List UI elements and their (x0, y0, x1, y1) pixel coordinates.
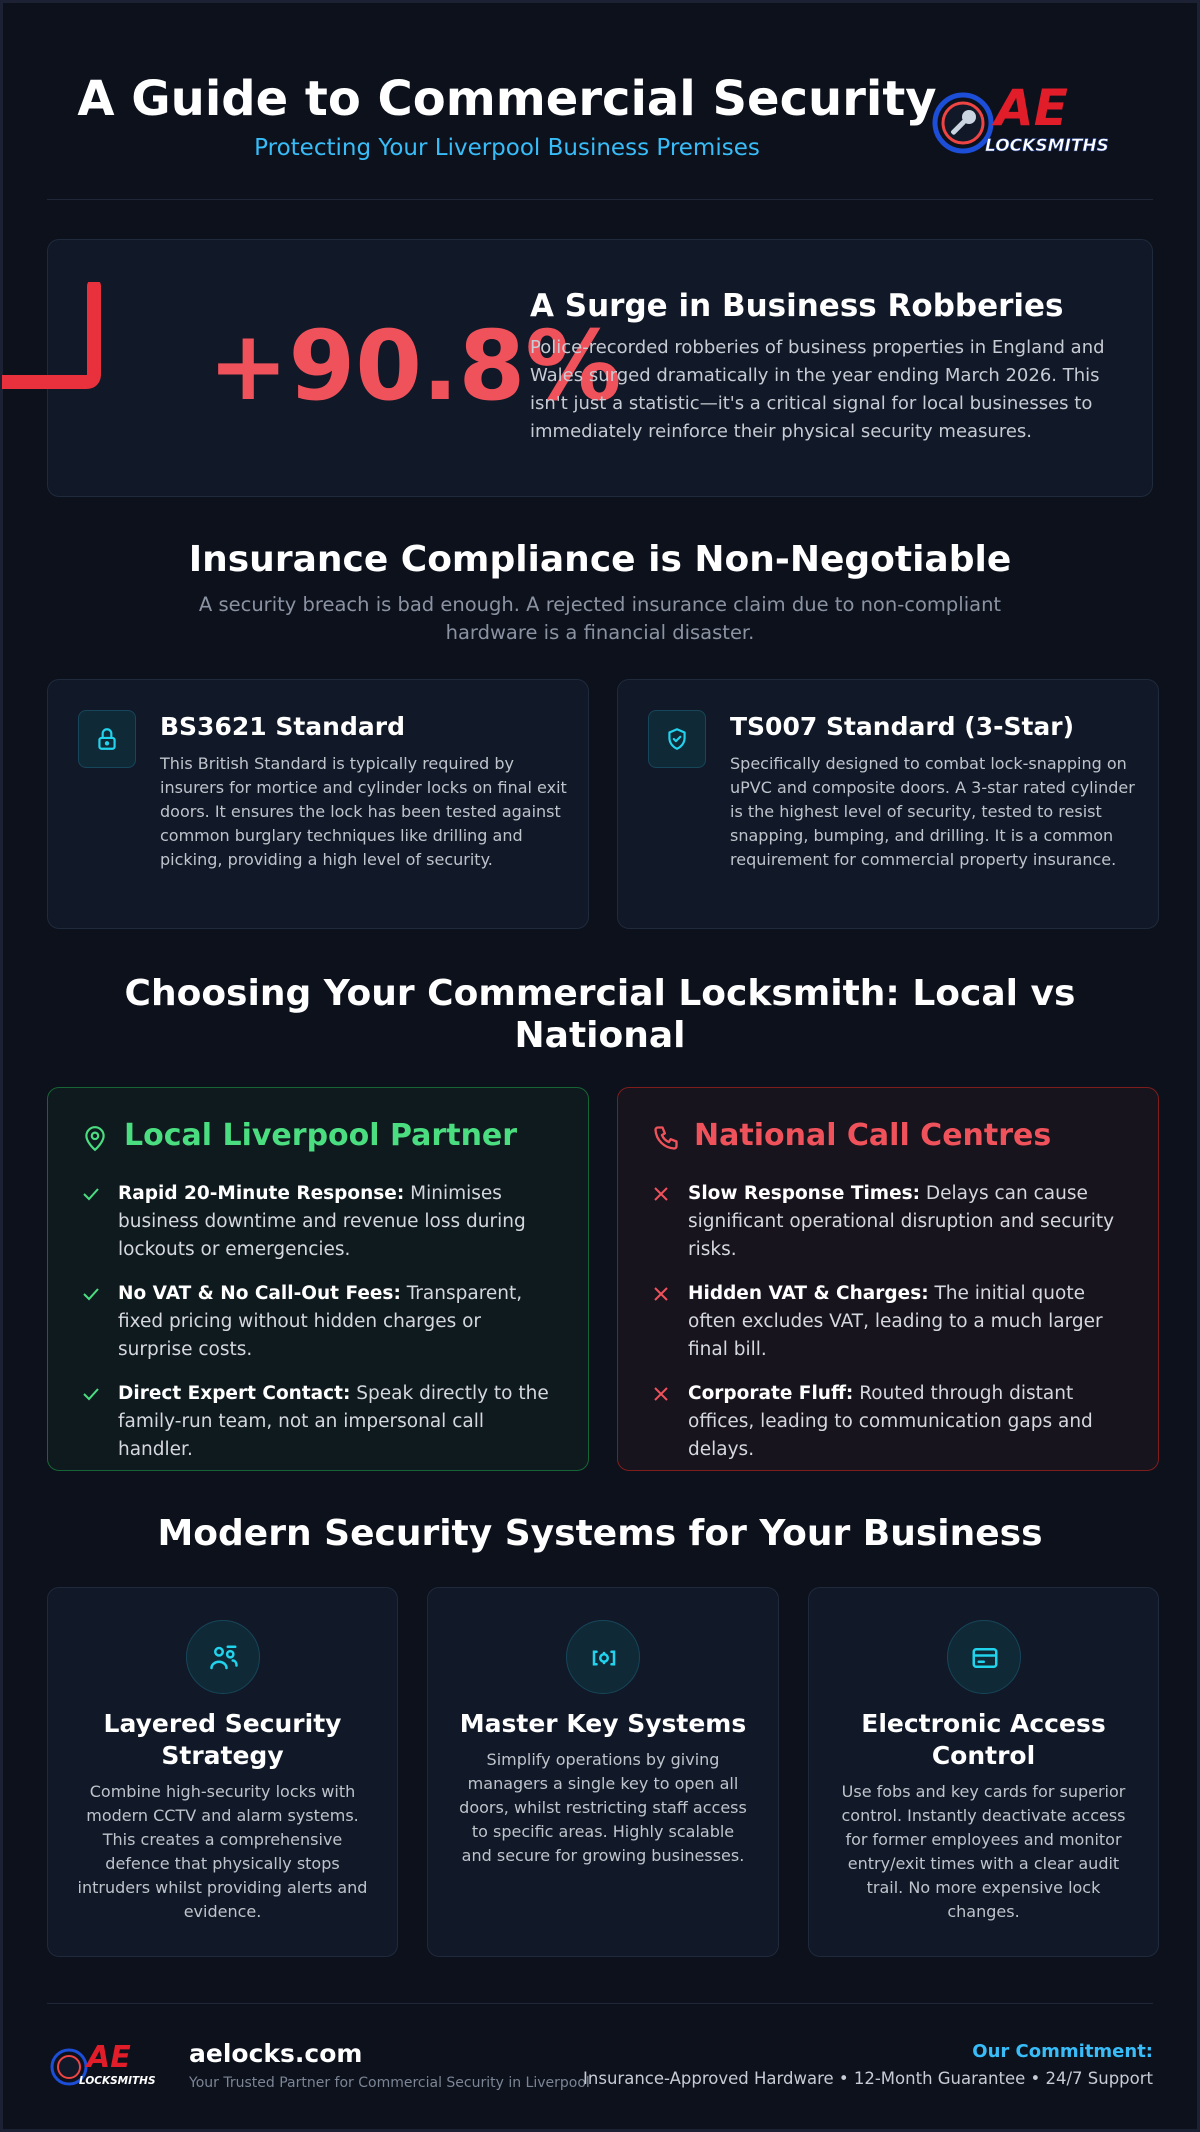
page-subtitle: Protecting Your Liverpool Business Premises (254, 135, 760, 161)
arrow-head (48, 282, 148, 422)
insurance-title: Insurance Compliance is Non-Negotiable (188, 539, 1012, 580)
feature-description: Use fobs and key cards for superior control. Instantly deactivate access for former employees and monitor entry/exit times with a clear audit trail. No more expensive lock changes. (841, 1782, 1126, 1921)
feature-description: Combine high-security locks with modern CCTV and alarm systems. This creates a comprehensive defence that physically stops intruders whilst providing alerts and evidence. (77, 1782, 368, 1921)
item-heading: Direct Expert Contact: (118, 1383, 351, 1404)
stat-card (47, 239, 1153, 497)
national-title: National Call Centres (694, 1118, 1052, 1153)
standard-title: BS3621 Standard (160, 712, 405, 741)
standard-title: TS007 Standard (3-Star) (730, 712, 1075, 741)
feature-card-access-control (808, 1587, 1159, 1957)
feature-card-master-key (427, 1587, 779, 1957)
list-item (82, 1280, 558, 1364)
local-benefits-list (82, 1180, 558, 1480)
standard-card-ts007 (617, 679, 1159, 929)
item-heading: Rapid 20-Minute Response: (118, 1183, 405, 1204)
feature-title: Layered Security Strategy (103, 1709, 342, 1770)
feature-title: Master Key Systems (459, 1709, 747, 1738)
stat-value: +90.8% (208, 310, 622, 422)
item-heading: Hidden VAT & Charges: (688, 1283, 929, 1304)
item-text: The initial quote often excludes VAT, leading to a much larger final bill. (688, 1283, 1103, 1360)
list-item (82, 1180, 558, 1264)
footer-logo-mark: AE (87, 2040, 131, 2075)
standard-card-bs3621 (47, 679, 589, 929)
x-icon (652, 1386, 670, 1402)
check-icon (82, 1186, 100, 1202)
item-heading: No VAT & No Call-Out Fees: (118, 1283, 401, 1304)
item-text: Routed through distant offices, leading to communication gaps and delays. (688, 1383, 1093, 1460)
item-heading: Slow Response Times: (688, 1183, 921, 1204)
insurance-subtitle: A security breach is bad enough. A rejected insurance claim due to non-compliant hardware is a financial disaster. (198, 593, 1002, 644)
page-title: A Guide to Commercial Security (77, 71, 937, 127)
item-text: Transparent, fixed pricing without hidden charges or surprise costs. (118, 1283, 523, 1360)
standard-description: Specifically designed to combat lock-snapping on uPVC and composite doors. A 3-star rated cylinder is the highest level of security, tested to resist snapping, bumping, and drilling. It is a common requirement for commercial property insurance. (730, 754, 1135, 869)
list-item (652, 1380, 1128, 1464)
systems-title: Modern Security Systems for Your Business (157, 1513, 1043, 1554)
header-divider (47, 199, 1153, 200)
national-callcentre-card (617, 1087, 1159, 1471)
users-security-icon (186, 1620, 260, 1694)
phone-icon (652, 1124, 680, 1152)
brand-logo (923, 77, 1127, 165)
footer-logo (47, 2037, 173, 2093)
logo-mark: AE (995, 79, 1068, 137)
website-link[interactable]: aelocks.com (189, 2039, 363, 2068)
local-title: Local Liverpool Partner (124, 1118, 518, 1153)
shield-check-icon (648, 710, 706, 768)
item-heading: Corporate Fluff: (688, 1383, 854, 1404)
check-icon (82, 1386, 100, 1402)
lock-icon (78, 710, 136, 768)
footer-tagline: Your Trusted Partner for Commercial Security in Liverpool (189, 2075, 590, 2091)
key-system-icon (566, 1620, 640, 1694)
map-pin-icon (82, 1124, 108, 1152)
comparison-title: Choosing Your Commercial Locksmith: Local vs National (124, 973, 1076, 1056)
list-item (652, 1280, 1128, 1364)
stat-heading: A Surge in Business Robberies (530, 288, 1064, 324)
item-text: Minimises business downtime and revenue loss during lockouts or emergencies. (118, 1183, 526, 1260)
x-icon (652, 1186, 670, 1202)
card-icon (947, 1620, 1021, 1694)
footer (47, 2003, 1153, 2103)
x-icon (652, 1286, 670, 1302)
standard-description: This British Standard is typically required by insurers for mortice and cylinder locks on final exit doors. It ensures the lock has been tested against common burglary techniques like drilling and picking, providing a high level of security. (160, 754, 567, 869)
stat-description: Police-recorded robberies of business properties in England and Wales surged dramatically in the year ending March 2026. This isn't just a statistic—it's a critical signal for local businesses to immediately reinforce their physical security measures. (530, 337, 1105, 442)
commitment-label: Our Commitment: (972, 2041, 1153, 2062)
national-drawbacks-list (652, 1180, 1128, 1480)
footer-logo-wordmark: LOCKSMITHS (79, 2075, 156, 2087)
commitment-points: Insurance-Approved Hardware • 12-Month Guarantee • 24/7 Support (583, 2069, 1153, 2088)
item-text: Speak directly to the family-run team, not an impersonal call handler. (118, 1383, 549, 1460)
logo-wordmark: LOCKSMITHS (985, 136, 1109, 156)
list-item (652, 1180, 1128, 1264)
header (47, 63, 1153, 199)
list-item (82, 1380, 558, 1464)
feature-title: Electronic Access Control (861, 1709, 1106, 1770)
feature-card-layered (47, 1587, 398, 1957)
item-text: Delays can cause significant operational disruption and security risks. (688, 1183, 1115, 1260)
local-partner-card (47, 1087, 589, 1471)
feature-description: Simplify operations by giving managers a single key to open all doors, whilst restricting staff access to specific areas. Highly scalable and secure for growing businesses. (459, 1750, 747, 1865)
check-icon (82, 1286, 100, 1302)
